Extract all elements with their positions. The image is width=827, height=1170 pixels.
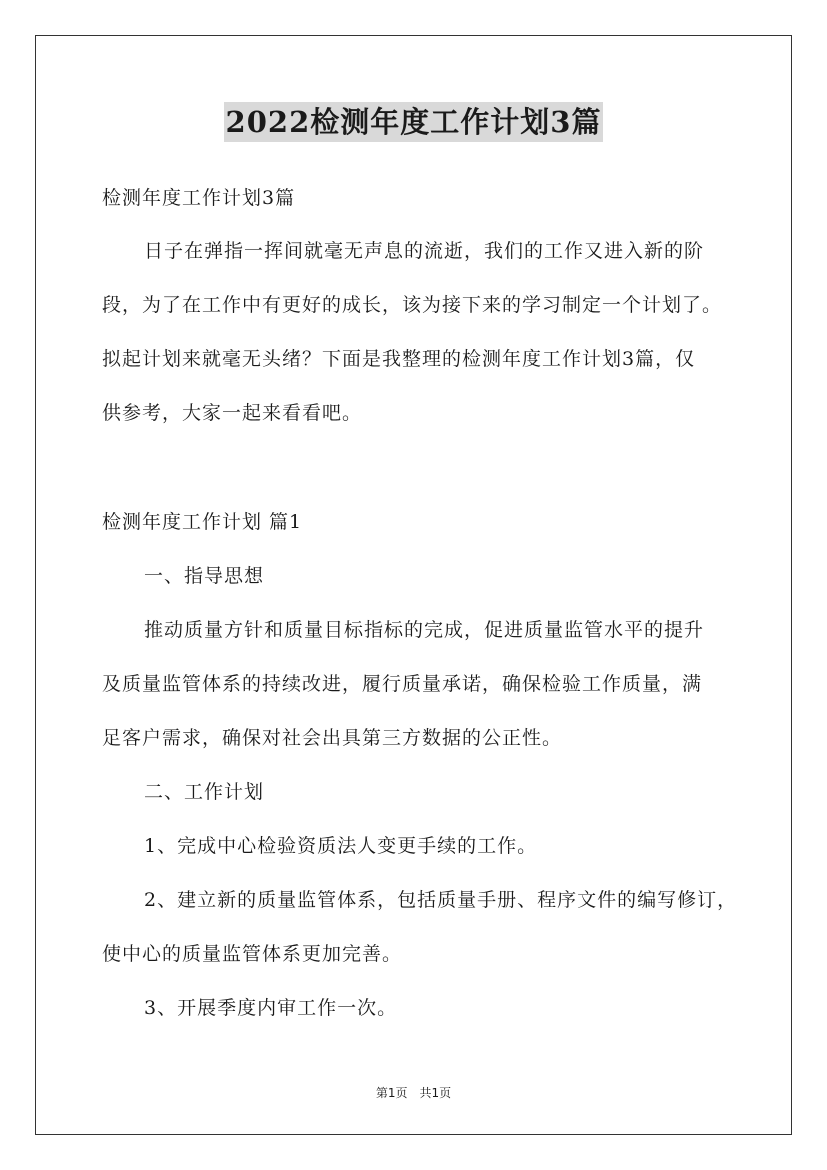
heading-guiding-thought: 一、指导思想 (144, 565, 265, 587)
intro-line: 日子在弹指一挥间就毫无声息的流逝，我们的工作又进入新的阶 (144, 240, 705, 262)
page-footer: 第1页 共1页 (375, 1086, 452, 1100)
heading-work-plan: 二、工作计划 (144, 781, 265, 803)
intro-line: 段，为了在工作中有更好的成长，该为接下来的学习制定一个计划了。 (102, 294, 723, 316)
list-item: 2、建立新的质量监管体系，包括质量手册、程序文件的编写修订， (144, 889, 738, 911)
list-item-continuation: 使中心的质量监管体系更加完善。 (102, 943, 403, 965)
document-title: 2022检测年度工作计划3篇 (224, 102, 604, 142)
section-heading: 检测年度工作计划 篇1 (102, 511, 303, 533)
document-title-wrap (0, 102, 827, 142)
paragraph-line: 足客户需求，确保对社会出具第三方数据的公正性。 (102, 727, 563, 749)
paragraph-line: 及质量监管体系的持续改进，履行质量承诺，确保检验工作质量，满 (102, 673, 703, 695)
intro-line: 拟起计划来就毫无头绪？下面是我整理的检测年度工作计划3篇，仅 (102, 348, 696, 370)
list-item: 1、完成中心检验资质法人变更手续的工作。 (144, 835, 538, 857)
intro-line: 供参考，大家一起来看看吧。 (102, 402, 363, 424)
subtitle: 检测年度工作计划3篇 (102, 187, 296, 209)
list-item: 3、开展季度内审工作一次。 (144, 997, 398, 1019)
paragraph-line: 推动质量方针和质量目标指标的完成，促进质量监管水平的提升 (144, 619, 705, 641)
